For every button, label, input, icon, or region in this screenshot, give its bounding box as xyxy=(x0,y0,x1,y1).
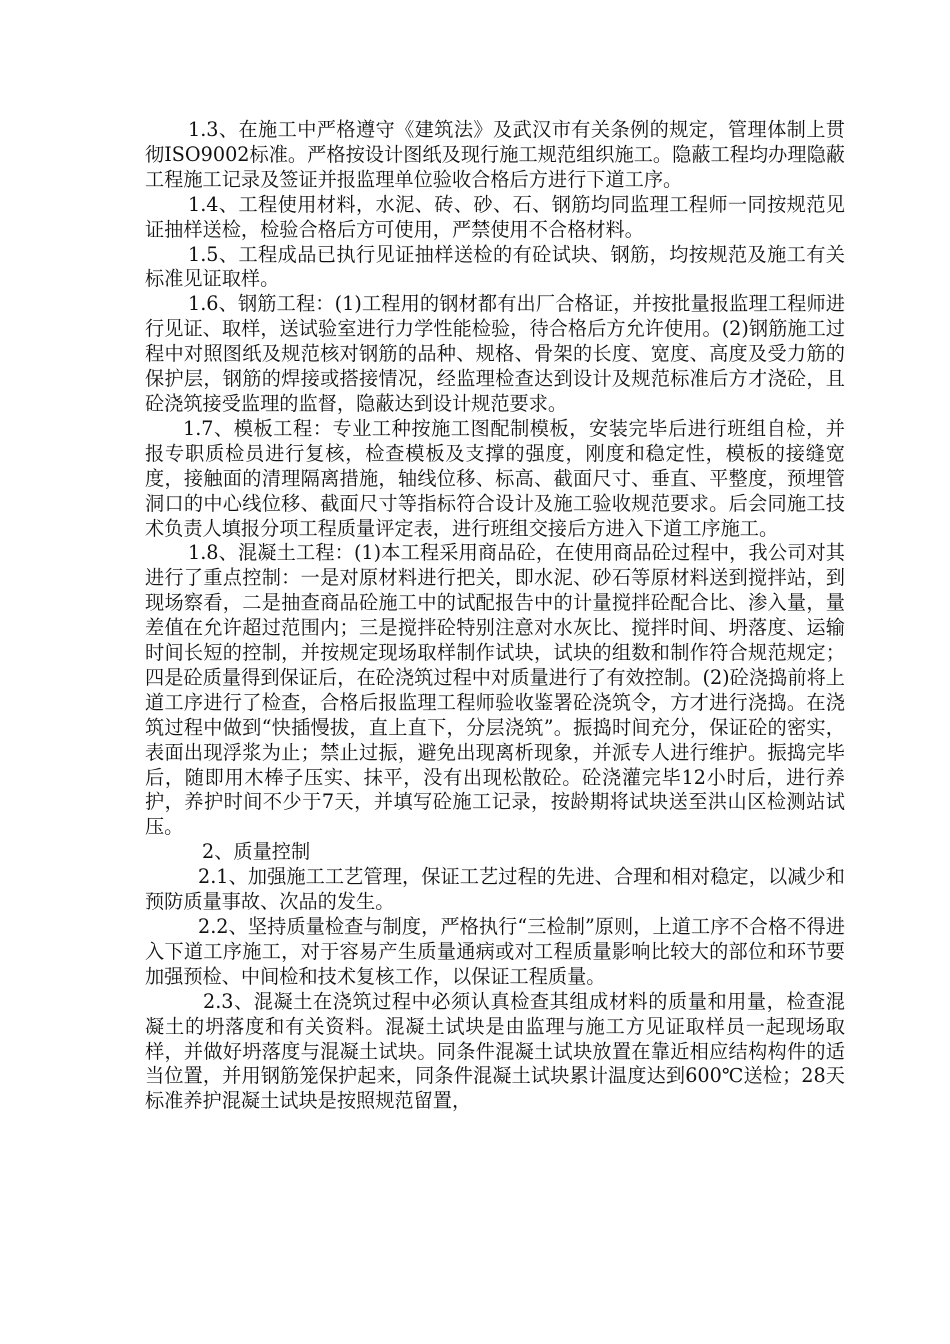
paragraph-2-1: 2.1、加强施工工艺管理，保证工艺过程的先进、合理和相对稳定，以减少和预防质量事故、次品的发生。 xyxy=(145,865,845,914)
paragraph-1-8: 1.8、混凝土工程：(1)本工程采用商品砼，在使用商品砼过程中，我公司对其进行了重点控制：一是对原材料进行把关，即水泥、砂石等原材料送到搅拌站，到现场察看，二是抽查商品砼施工中的试配报告中的计量搅拌砼配合比、渗入量，量差值在允许超过范围内；三是搅拌砼特别注意对水灰比、搅拌时间、坍落度、运输时间长短的控制，并按规定现场取样制作试块，试块的组数和制作符合规范规定；四是砼质量得到保证后，在砼浇筑过程中对质量进行了有效控制。(2)砼浇捣前将上道工序进行了检查，合格后报监理工程师验收鉴署砼浇筑令，方才进行浇捣。在浇筑过程中做到“快插慢拔，直上直下，分层浇筑”。振捣时间充分，保证砼的密实，表面出现浮浆为止；禁止过振，避免出现离析现象，并派专人进行维护。振捣完毕后，随即用木棒子压实、抹平，没有出现松散砼。砼浇灌完毕12小时后，进行养护，养护时间不少于7天，并填写砼施工记录，按龄期将试块送至洪山区检测站试压。 xyxy=(145,541,845,839)
document-body xyxy=(145,118,845,1114)
paragraph-2-2: 2.2、坚持质量检查与制度，严格执行“三检制”原则，上道工序不合格不得进入下道工序施工，对于容易产生质量通病或对工程质量影响比较大的部位和环节要加强预检、中间检和技术复核工作，以保证工程质量。 xyxy=(145,915,845,988)
paragraph-1-4: 1.4、工程使用材料，水泥、砖、砂、石、钢筋均同监理工程师一同按规范见证抽样送检，检验合格后方可使用，严禁使用不合格材料。 xyxy=(145,192,845,241)
paragraph-1-7: 1.7、模板工程：专业工种按施工图配制模板，安装完毕后进行班组自检，并报专职质检员进行复核，检查模板及支撑的强度，刚度和稳定性，模板的接缝宽度，接触面的清理隔离措施，轴线位移、标高、截面尺寸、垂直、平整度，预埋管洞口的中心线位移、截面尺寸等指标符合设计及施工验收规范要求。后会同施工技术负责人填报分项工程质量评定表，进行班组交接后方进入下道工序施工。 xyxy=(145,416,845,540)
paragraph-1-3: 1.3、在施工中严格遵守《建筑法》及武汉市有关条例的规定，管理体制上贯彻ISO9002标准。严格按设计图纸及现行施工规范组织施工。隐蔽工程均办理隐蔽工程施工记录及签证并报监理单位验收合格后方进行下道工序。 xyxy=(145,118,845,191)
paragraph-2-3: 2.3、混凝土在浇筑过程中必须认真检查其组成材料的质量和用量，检查混凝土的坍落度和有关资料。混凝土试块是由监理与施工方见证取样员一起现场取样，并做好坍落度与混凝土试块。同条件混凝土试块放置在靠近相应结构构件的适当位置，并用钢筋笼保护起来，同条件混凝土试块累计温度达到600℃送检；28天标准养护混凝土试块是按照规范留置， xyxy=(145,989,845,1113)
paragraph-1-6: 1.6、钢筋工程：(1)工程用的钢材都有出厂合格证，并按批量报监理工程师进行见证、取样，送试验室进行力学性能检验，待合格后方允许使用。(2)钢筋施工过程中对照图纸及规范核对钢筋的品种、规格、骨架的长度、宽度、高度及受力筋的保护层，钢筋的焊接或搭接情况，经监理检查达到设计及规范标准后方才浇砼，且砼浇筑接受监理的监督，隐蔽达到设计规范要求。 xyxy=(145,292,845,415)
paragraph-1-5: 1.5、工程成品已执行见证抽样送检的有砼试块、钢筋，均按规范及施工有关标准见证取样。 xyxy=(145,242,845,291)
section-heading-quality-control: 2、质量控制 xyxy=(202,840,311,864)
